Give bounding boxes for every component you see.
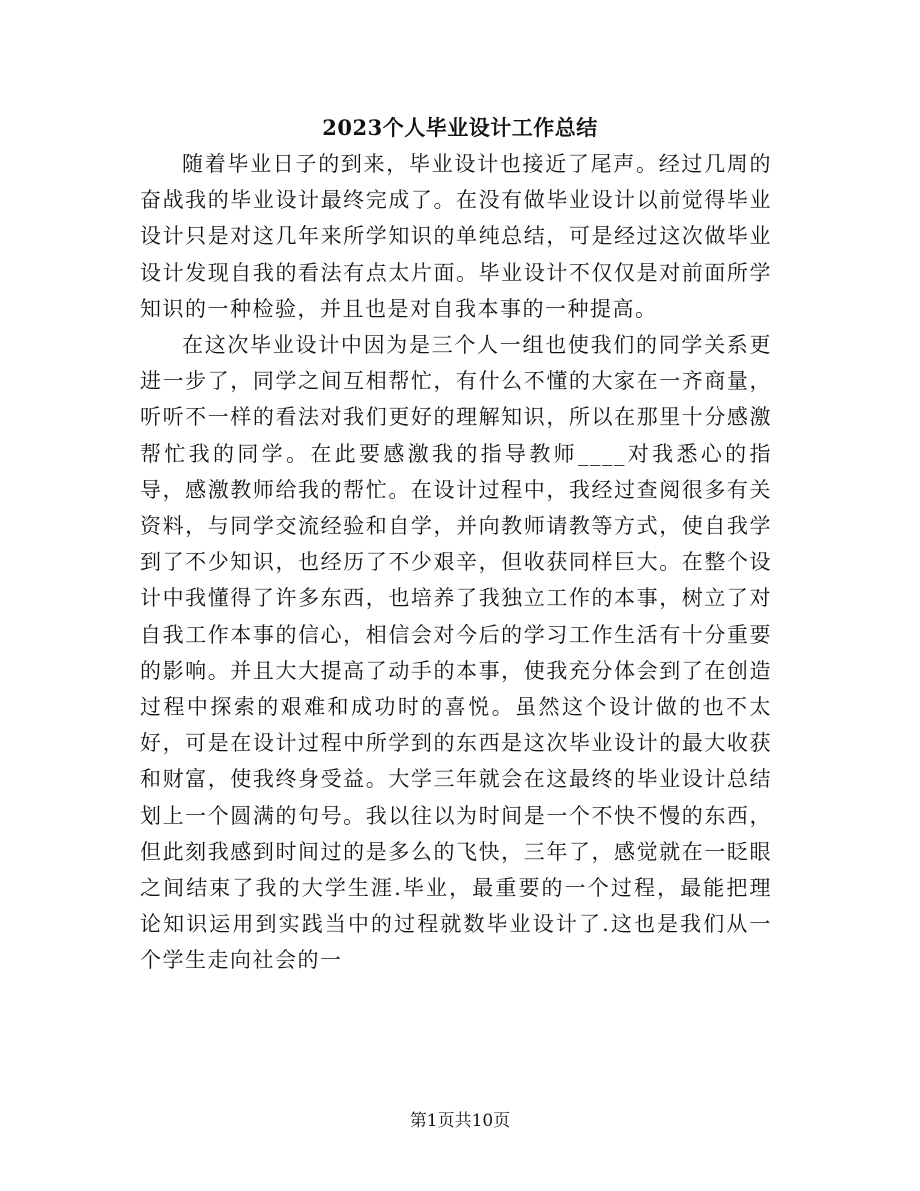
paragraph-2: 在这次毕业设计中因为是三个人一组也使我们的同学关系更进一步了，同学之间互相帮忙，有什么不懂的大家在一齐商量，听听不一样的看法对我们更好的理解知识，所以在那里十分感激帮忙我的同学。在此要感激我的指导教师____对我悉心的指导，感激教师给我的帮忙。在设计过程中，我经过查阅很多有关资料，与同学交流经验和自学，并向教师请教等方式，使自我学到了不少知识，也经历了不少艰辛，但收获同样巨大。在整个设计中我懂得了许多东西，也培养了我独立工作的本事，树立了对自我工作本事的信心，相信会对今后的学习工作生活有十分重要的影响。并且大大提高了动手的本事，使我充分体会到了在创造过程中探索的艰难和成功时的喜悦。虽然这个设计做的也不太好，可是在设计过程中所学到的东西是这次毕业设计的最大收获和财富，使我终身受益。大学三年就会在这最终的毕业设计总结划上一个圆满的句号。我以往以为时间是一个不快不慢的东西，但此刻我感到时间过的是多么的飞快，三年了，感觉就在一眨眼之间结束了我的大学生涯.毕业，最重要的一个过程，最能把理论知识运用到实践当中的过程就数毕业设计了.这也是我们从一个学生走向社会的一 [140,333,772,973]
page-number-footer: 第1页共10页 [409,1111,511,1131]
document-title: 2023个人毕业设计工作总结 [322,115,598,140]
paragraph-1: 随着毕业日子的到来，毕业设计也接近了尾声。经过几周的奋战我的毕业设计最终完成了。在没有做毕业设计以前觉得毕业设计只是对这几年来所学知识的单纯总结，可是经过这次做毕业设计发现自我的看法有点太片面。毕业设计不仅仅是对前面所学知识的一种检验，并且也是对自我本事的一种提高。 [140,152,772,321]
document-body [140,146,772,979]
